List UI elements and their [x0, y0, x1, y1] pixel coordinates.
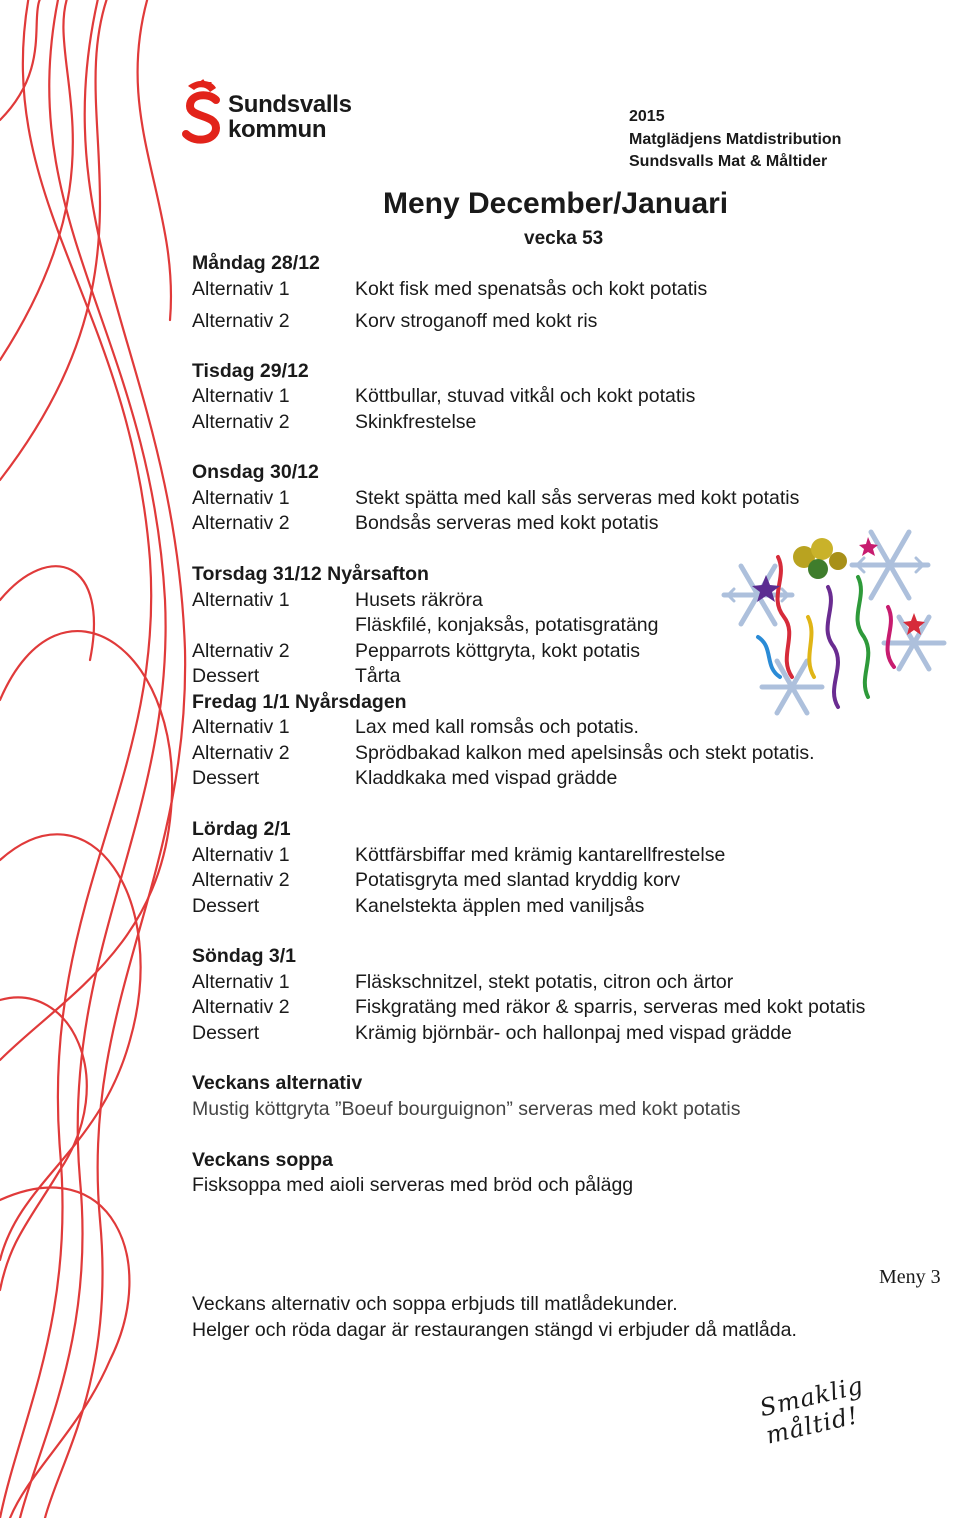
menu-item: [192, 995, 865, 1019]
day-heading: Onsdag 30/12: [192, 461, 319, 483]
menu-item: [192, 894, 644, 918]
page-title: Meny December/Januari: [383, 187, 729, 220]
day-heading: Söndag 3/1: [192, 945, 297, 967]
item-label: Alternativ 1: [192, 385, 290, 407]
menu-item: [192, 664, 401, 688]
item-dish: Pepparrots köttgryta, kokt potatis: [355, 640, 641, 662]
item-label: Alternativ 2: [192, 512, 290, 534]
week-number: vecka 53: [524, 228, 604, 249]
menu-item: [192, 613, 659, 637]
page-label: Meny 3: [879, 1266, 941, 1288]
christmas-snowflake-ornament-illustration: [718, 517, 956, 727]
day-heading: Måndag 28/12: [192, 252, 320, 274]
item-dish: Kanelstekta äpplen med vaniljsås: [355, 895, 645, 917]
footer-note: Helger och röda dagar är restaurangen stängd vi erbjuder då matlåda.: [192, 1319, 797, 1341]
item-dish: Köttbullar, stuvad vitkål och kokt potatis: [355, 385, 696, 407]
menu-item: [192, 511, 658, 535]
org-line2: Sundsvalls Mat & Måltider: [629, 153, 828, 170]
menu-item: [192, 868, 680, 892]
item-dish: Potatisgryta med slantad kryddig korv: [355, 869, 681, 891]
item-label: Alternativ 1: [192, 589, 290, 611]
item-dish: Fiskgratäng med räkor & sparris, serveras med kokt potatis: [355, 996, 866, 1018]
dragon-s-logo-icon: [182, 78, 226, 150]
item-label: Dessert: [192, 895, 260, 917]
menu-item: [192, 588, 483, 612]
menu-item: [192, 1021, 792, 1045]
item-dish: Kokt fisk med spenatsås och kokt potatis: [355, 278, 708, 300]
item-dish: Lax med kall romsås och potatis.: [355, 716, 639, 738]
item-dish: Tårta: [355, 665, 401, 687]
weekly-soup-text: Fisksoppa med aioli serveras med bröd och pålägg: [192, 1174, 634, 1196]
item-label: Dessert: [192, 665, 260, 687]
menu-item: [192, 766, 617, 790]
item-label: Alternativ 1: [192, 716, 290, 738]
item-dish: Kladdkaka med vispad grädde: [355, 767, 618, 789]
menu-item: [192, 639, 640, 663]
menu-item: [192, 970, 733, 994]
item-dish: Bondsås serveras med kokt potatis: [355, 512, 659, 534]
day-heading: Torsdag 31/12 Nyårsafton: [192, 563, 429, 585]
menu-item: [192, 741, 815, 765]
signoff-text: Smaklig måltid!: [757, 1371, 867, 1450]
item-label: Alternativ 2: [192, 411, 290, 433]
weekly-alternative-heading: Veckans alternativ: [192, 1072, 363, 1094]
day-heading: Lördag 2/1: [192, 818, 291, 840]
item-label: Alternativ 2: [192, 869, 290, 891]
item-dish: Krämig björnbär- och hallonpaj med vispad grädde: [355, 1022, 792, 1044]
organization-block: [629, 106, 841, 174]
item-label: Alternativ 2: [192, 742, 290, 764]
item-label: Alternativ 1: [192, 278, 290, 300]
weekly-alternative-text: Mustig köttgryta ”Boeuf bourguignon” serveras med kokt potatis: [192, 1098, 741, 1120]
menu-item: [192, 309, 597, 333]
menu-item: [192, 410, 476, 434]
item-dish: Köttfärsbiffar med krämig kantarellfrestelse: [355, 844, 726, 866]
menu-item: [192, 843, 725, 867]
item-label: Alternativ 1: [192, 844, 290, 866]
item-label: Alternativ 2: [192, 996, 290, 1018]
year: 2015: [629, 108, 665, 125]
item-label: Alternativ 1: [192, 487, 290, 509]
item-label: Alternativ 2: [192, 640, 290, 662]
sundsvalls-kommun-logo: [182, 78, 372, 150]
logo-line2: kommun: [228, 116, 327, 143]
item-label: Alternativ 1: [192, 971, 290, 993]
item-dish: Fläskfilé, konjaksås, potatisgratäng: [355, 614, 659, 636]
logo-line1: Sundsvalls: [228, 91, 352, 118]
menu-item: [192, 715, 639, 739]
item-dish: Stekt spätta med kall sås serveras med kokt potatis: [355, 487, 800, 509]
item-dish: Korv stroganoff med kokt ris: [355, 310, 598, 332]
weekly-soup-heading: Veckans soppa: [192, 1149, 333, 1171]
menu-item: [192, 486, 799, 510]
item-dish: Sprödbakad kalkon med apelsinsås och stekt potatis.: [355, 742, 815, 764]
menu-item: [192, 277, 707, 301]
item-dish: Skinkfrestelse: [355, 411, 477, 433]
day-heading: Tisdag 29/12: [192, 360, 309, 382]
footer-note: Veckans alternativ och soppa erbjuds till matlådekunder.: [192, 1293, 678, 1315]
item-label: Dessert: [192, 1022, 260, 1044]
day-heading: Fredag 1/1 Nyårsdagen: [192, 691, 407, 713]
org-line1: Matglädjens Matdistribution: [629, 130, 842, 148]
red-swirl-decoration: [0, 0, 190, 1518]
item-label: Dessert: [192, 767, 260, 789]
menu-item: [192, 384, 695, 408]
item-dish: Husets räkröra: [355, 589, 483, 611]
item-dish: Fläskschnitzel, stekt potatis, citron och ärtor: [355, 971, 734, 993]
item-label: Alternativ 2: [192, 310, 290, 332]
